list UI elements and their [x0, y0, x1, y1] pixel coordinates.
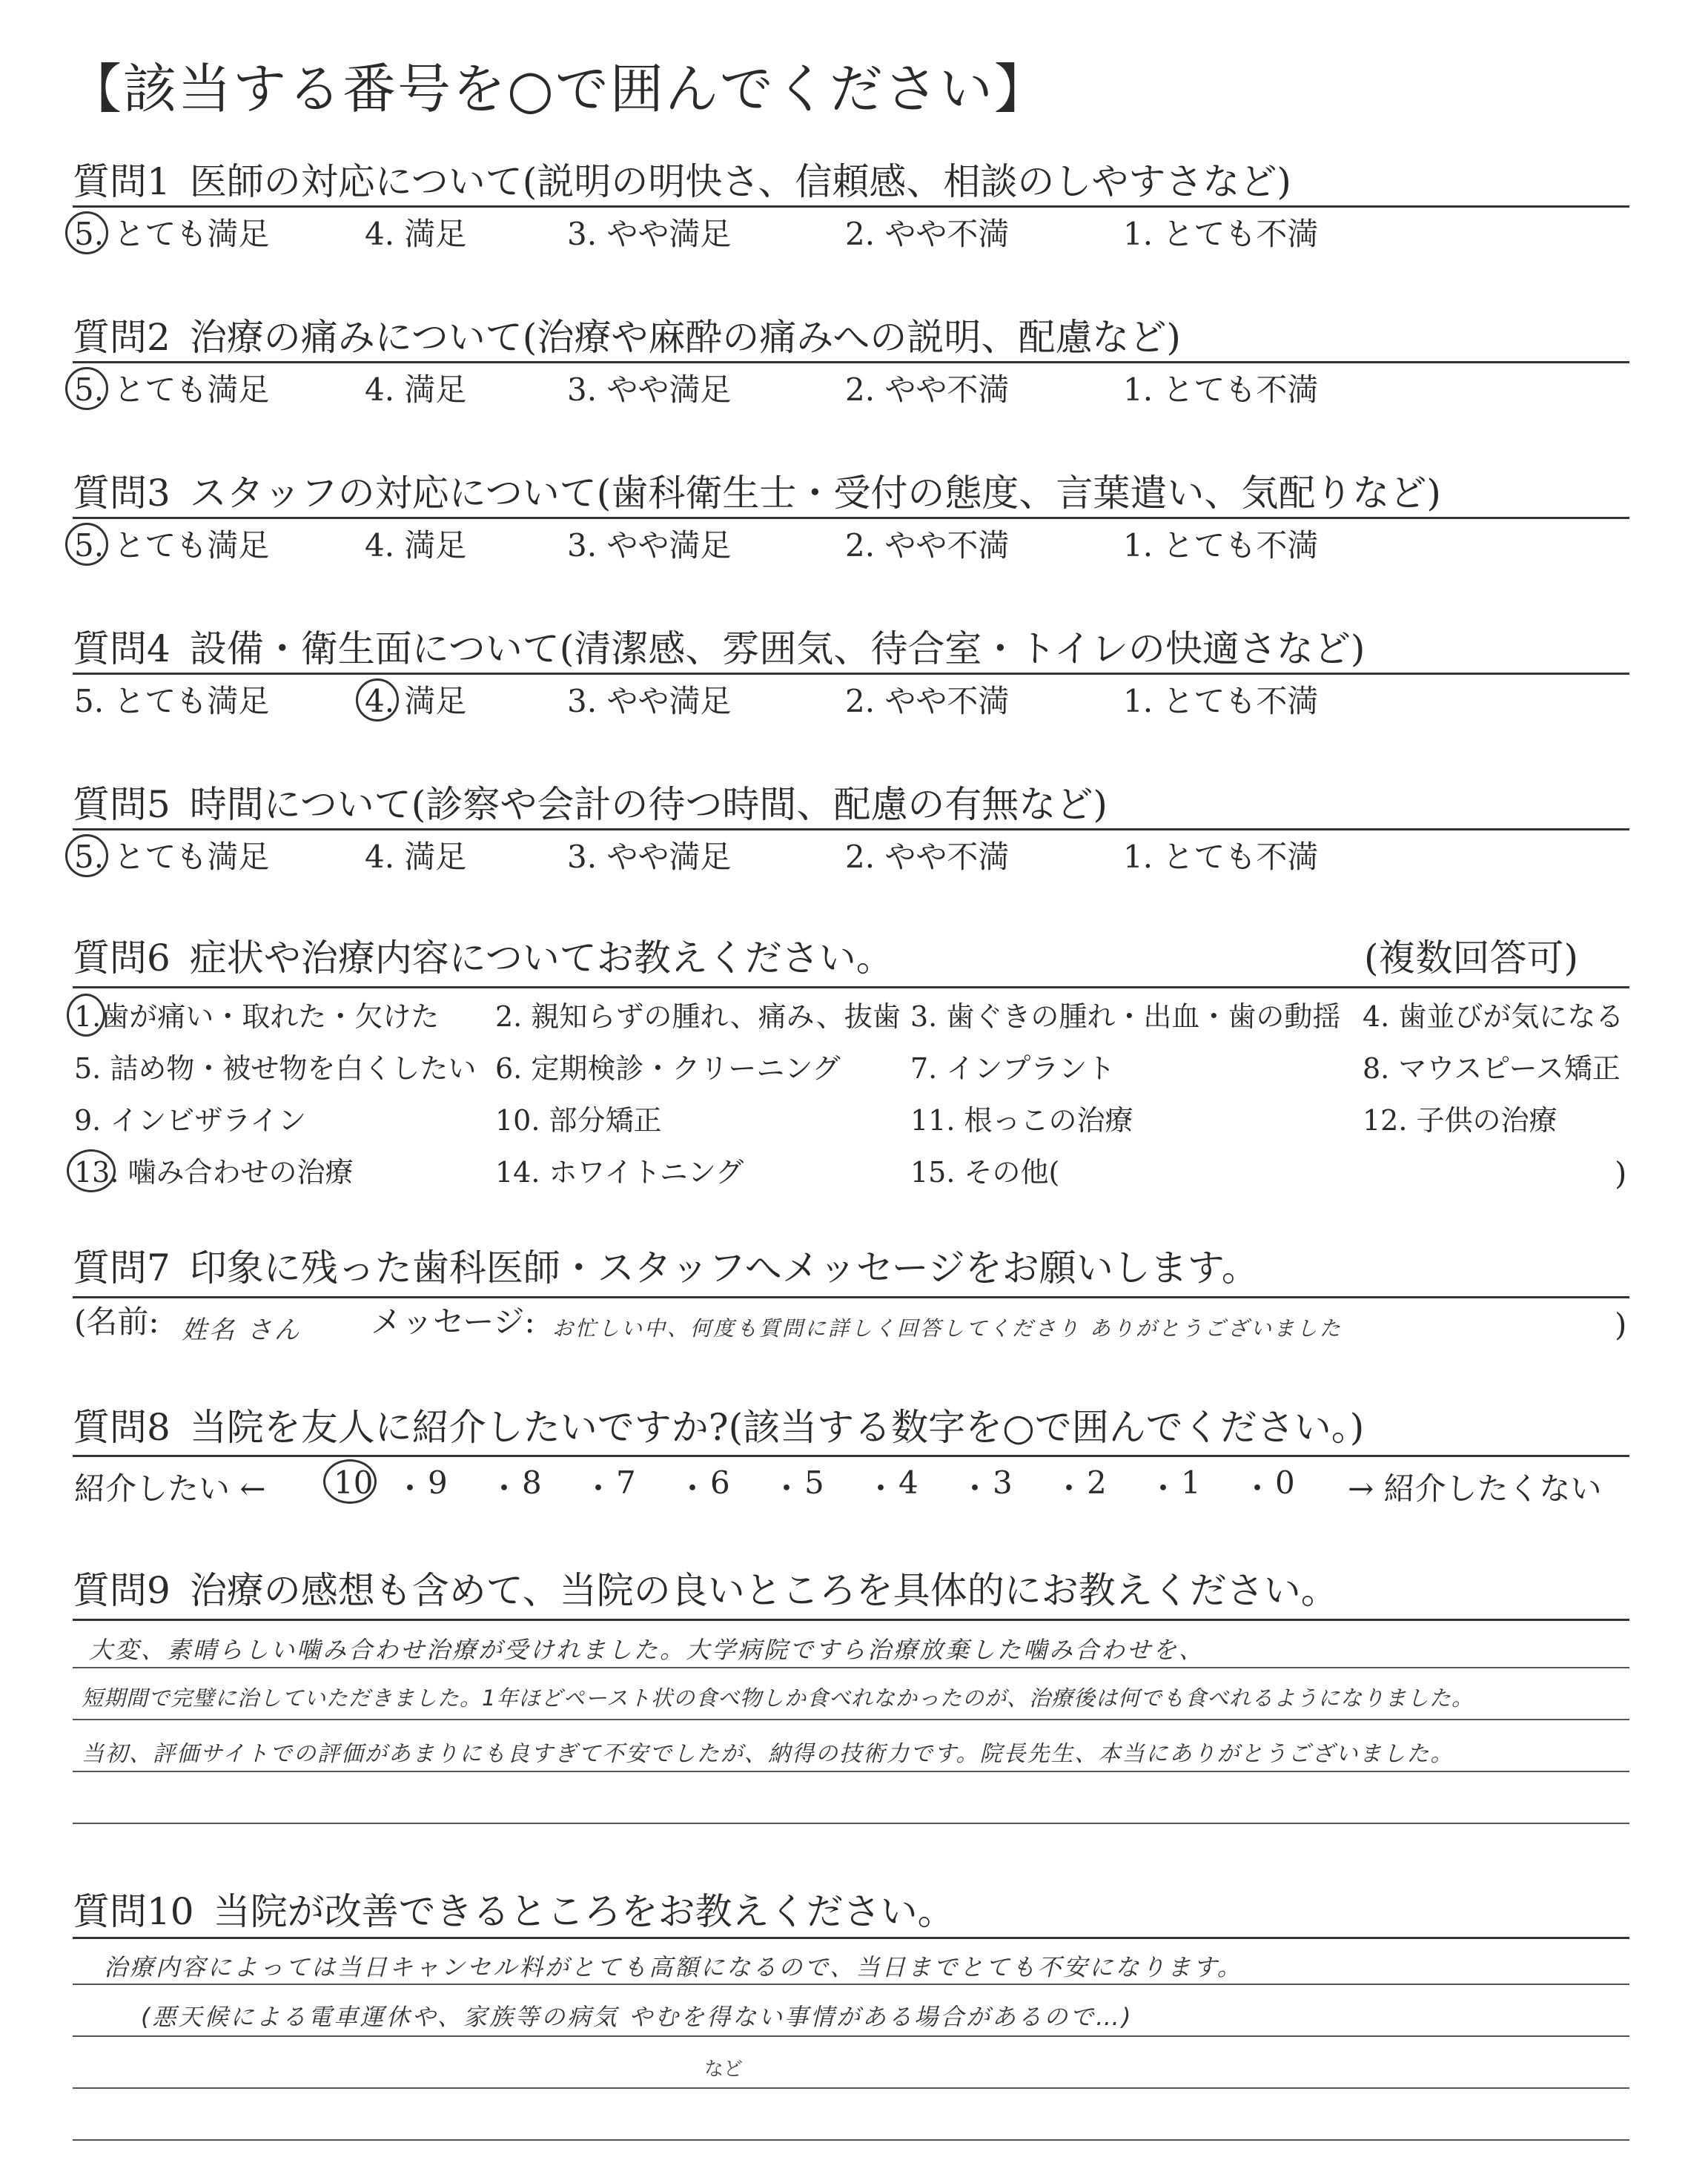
nps-separator: ・ [771, 1470, 803, 1507]
q6-option[interactable]: 6. 定期検診・クリーニング [495, 1052, 841, 1085]
q6-option[interactable]: 11. 根っこの治療 [910, 1104, 1133, 1137]
q1-option[interactable]: 4. 満足 [365, 216, 467, 252]
q10-answer-line[interactable]: (悪天候による電車運休や、家族等の病気 やむを得ない事情がある場合があるので…) [141, 2003, 1133, 2031]
nps-separator: ・ [677, 1470, 709, 1507]
nps-score-7[interactable]: 7 [616, 1464, 636, 1501]
q3-option[interactable]: 2. やや不満 [845, 527, 1010, 564]
q2-text: 治療の痛みについて(治療や麻酔の痛みへの説明、配慮など) [189, 316, 1181, 359]
nps-separator: ・ [1148, 1470, 1179, 1507]
q10-heading [73, 1882, 955, 1935]
q10-line-rule [73, 1984, 1629, 1985]
q9-line-rule [73, 1667, 1629, 1668]
q4-option[interactable]: 3. やや満足 [567, 683, 732, 719]
q6-multi-note: (複数回答可) [1364, 937, 1579, 980]
q6-rule [73, 986, 1629, 988]
nps-separator: ・ [1242, 1470, 1274, 1507]
q3-text: スタッフの対応について(歯科衛生士・受付の態度、言葉遣い、気配りなど) [189, 472, 1441, 515]
q1-option[interactable]: 2. やや不満 [845, 216, 1010, 252]
q4-text: 設備・衛生面について(清潔感、雰囲気、待合室・トイレの快適さなど) [189, 627, 1366, 670]
q5-option[interactable]: 3. やや満足 [567, 839, 732, 875]
selection-circle [67, 994, 105, 1037]
q6-option[interactable]: 1.歯が痛い・取れた・欠けた [74, 1000, 440, 1033]
nps-score-1[interactable]: 1 [1181, 1464, 1201, 1501]
nps-separator: ・ [583, 1470, 615, 1507]
q2-option[interactable]: 3. やや満足 [567, 371, 732, 408]
q4-heading [73, 619, 1365, 673]
q6-label: 質問6 [73, 937, 171, 980]
q4-option[interactable]: 4. 満足 [365, 683, 467, 719]
q5-label: 質問5 [73, 783, 171, 826]
q6-option[interactable]: 10. 部分矯正 [495, 1104, 662, 1137]
q8-right-label: → 紹介したくない [1348, 1470, 1602, 1507]
q7-label: 質問7 [73, 1246, 171, 1289]
q5-option[interactable]: 2. やや不満 [845, 839, 1010, 875]
q6-option[interactable]: 14. ホワイトニング [495, 1156, 744, 1189]
nps-score-4[interactable]: 4 [898, 1464, 918, 1501]
q9-label: 質問9 [73, 1569, 171, 1612]
q6-option[interactable]: 3. 歯ぐきの腫れ・出血・歯の動揺 [910, 1000, 1341, 1033]
q10-label: 質問10 [73, 1890, 194, 1933]
q5-option[interactable]: 1. とても不満 [1123, 839, 1319, 875]
q1-label: 質問1 [73, 160, 171, 203]
q9-line-rule [73, 1823, 1629, 1824]
q6-option[interactable]: 8. マウスピース矯正 [1363, 1052, 1621, 1085]
q3-heading [73, 463, 1441, 517]
q2-heading [73, 308, 1181, 361]
q5-option[interactable]: 5. とても満足 [74, 839, 270, 875]
q3-option[interactable]: 4. 満足 [365, 527, 467, 564]
q3-option[interactable]: 5. とても満足 [74, 527, 270, 564]
q7-close: ) [1615, 1307, 1627, 1343]
q9-text: 治療の感想も含めて、当院の良いところを具体的にお教えください。 [189, 1569, 1338, 1612]
q10-line-rule [73, 2087, 1629, 2089]
selection-circle [65, 834, 108, 877]
q6-option[interactable]: 2. 親知らずの腫れ、痛み、抜歯 [495, 1000, 901, 1033]
selection-circle [356, 678, 399, 721]
q9-heading [73, 1561, 1338, 1614]
q4-label: 質問4 [73, 627, 171, 670]
q3-option[interactable]: 3. やや満足 [567, 527, 732, 564]
q2-label: 質問2 [73, 316, 171, 359]
q10-insert-note: など [704, 2058, 744, 2081]
q7-message-value[interactable]: お忙しい中、何度も質問に詳しく回答してくださり ありがとうございました [552, 1316, 1343, 1341]
q6-option[interactable]: 4. 歯並びが気になる [1363, 1000, 1624, 1033]
selection-circle [323, 1459, 377, 1504]
q3-rule [73, 517, 1629, 519]
q5-text: 時間について(診察や会計の待つ時間、配慮の有無など) [189, 783, 1108, 826]
q7-heading [73, 1238, 1259, 1292]
q6-option[interactable]: 9. インビザライン [74, 1104, 307, 1137]
nps-score-2[interactable]: 2 [1087, 1464, 1107, 1501]
q1-option[interactable]: 5. とても満足 [74, 216, 270, 252]
q5-option[interactable]: 4. 満足 [365, 839, 467, 875]
nps-score-3[interactable]: 3 [993, 1464, 1013, 1501]
q2-option[interactable]: 4. 満足 [365, 371, 467, 408]
selection-circle [65, 211, 108, 254]
q6-option[interactable]: 12. 子供の治療 [1363, 1104, 1558, 1137]
q1-option[interactable]: 1. とても不満 [1123, 216, 1319, 252]
nps-score-9[interactable]: 9 [428, 1464, 448, 1501]
q9-answer-line[interactable]: 大変、素晴らしい噛み合わせ治療が受けれました。大学病院ですら治療放棄した噛み合わせを、 [89, 1636, 1205, 1664]
q2-option[interactable]: 1. とても不満 [1123, 371, 1319, 408]
q7-text: 印象に残った歯科医師・スタッフへメッセージをお願いします。 [189, 1246, 1259, 1289]
q5-rule [73, 828, 1629, 830]
q6-text: 症状や治療内容についてお教えください。 [189, 937, 893, 980]
q3-option[interactable]: 1. とても不満 [1123, 527, 1319, 564]
selection-circle [67, 1149, 116, 1192]
nps-separator: ・ [1053, 1470, 1085, 1507]
q8-label: 質問8 [73, 1406, 171, 1449]
q1-heading [73, 152, 1291, 205]
q9-line-rule [73, 1771, 1629, 1772]
q8-heading [73, 1398, 1364, 1451]
q6-heading [73, 928, 893, 982]
q10-line-rule [73, 2139, 1629, 2141]
q6-option[interactable]: 7. インプラント [910, 1052, 1116, 1085]
q10-rule [73, 1937, 1629, 1939]
q4-rule [73, 673, 1629, 675]
nps-score-5[interactable]: 5 [804, 1464, 824, 1501]
q7-name-value[interactable]: 姓名 さん [182, 1315, 302, 1345]
q10-text: 当院が改善できるところをお教えください。 [213, 1890, 955, 1933]
q5-heading [73, 775, 1108, 828]
nps-separator: ・ [489, 1470, 520, 1507]
page-title: 【該当する番号を○で囲んでください】 [68, 58, 1049, 120]
q3-label: 質問3 [73, 472, 171, 515]
q9-answer-line[interactable]: 当初、評価サイトでの評価があまりにも良すぎて不安でしたが、納得の技術力です。院長先生、本当にありがとうございました。 [82, 1741, 1454, 1767]
q2-option[interactable]: 2. やや不満 [845, 371, 1010, 408]
q4-option[interactable]: 1. とても不満 [1123, 683, 1319, 719]
q6-option[interactable]: 15. その他( [910, 1156, 1060, 1189]
q2-option[interactable]: 5. とても満足 [74, 371, 270, 408]
nps-separator: ・ [959, 1470, 991, 1507]
nps-score-0[interactable]: 0 [1275, 1464, 1295, 1501]
q4-option[interactable]: 5. とても満足 [74, 683, 270, 719]
q8-rule [73, 1455, 1629, 1457]
q2-rule [73, 361, 1629, 363]
q10-line-rule [73, 2035, 1629, 2037]
q4-option[interactable]: 2. やや不満 [845, 683, 1010, 719]
nps-score-10[interactable]: 10 [334, 1464, 374, 1501]
selection-circle [65, 523, 108, 566]
nps-separator: ・ [394, 1470, 426, 1507]
q7-message-prefix: メッセージ: [371, 1304, 535, 1340]
q6-option[interactable]: 13. 噛み合わせの治療 [74, 1156, 354, 1189]
q1-text: 医師の対応について(説明の明快さ、信頼感、相談のしやすさなど) [189, 160, 1291, 203]
q6-option[interactable]: 5. 詰め物・被せ物を白くしたい [74, 1052, 477, 1085]
q9-answer-line[interactable]: 短期間で完璧に治していただきました。1年ほどペースト状の食べ物しか食べれなかったのが、治療後は何でも食べれるようになりました。 [82, 1685, 1474, 1711]
nps-score-8[interactable]: 8 [522, 1464, 542, 1501]
q9-line-rule [73, 1719, 1629, 1720]
q8-text: 当院を友人に紹介したいですか?(該当する数字を○で囲んでください。) [189, 1406, 1365, 1449]
q9-rule [73, 1619, 1629, 1621]
q7-rule [73, 1296, 1629, 1298]
nps-separator: ・ [865, 1470, 897, 1507]
nps-score-6[interactable]: 6 [710, 1464, 730, 1501]
selection-circle [65, 367, 108, 410]
q7-name-prefix: (名前: [74, 1304, 159, 1340]
q6-other-close: ) [1615, 1155, 1627, 1192]
q1-option[interactable]: 3. やや満足 [567, 216, 732, 252]
q10-answer-line[interactable]: 治療内容によっては当日キャンセル料がとても高額になるので、当日までとても不安になります。 [104, 1953, 1243, 1981]
q1-rule [73, 205, 1629, 208]
q8-left-label: 紹介したい ← [74, 1470, 266, 1507]
